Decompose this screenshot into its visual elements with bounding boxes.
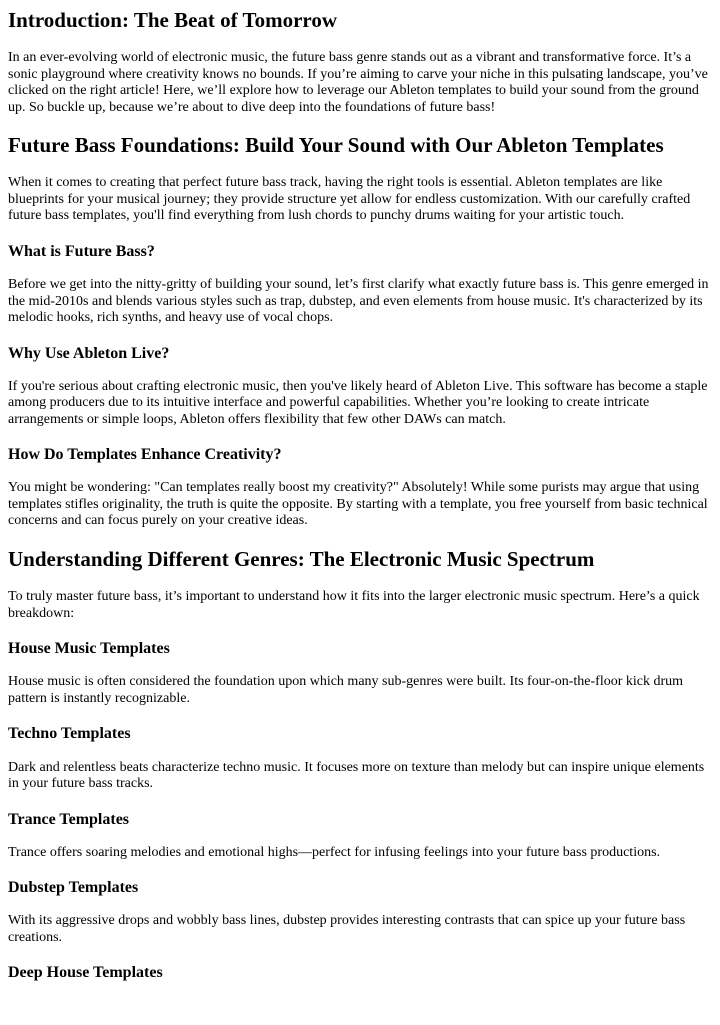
house-heading: House Music Templates xyxy=(8,640,170,658)
foundations-paragraph: When it comes to creating that perfect future bass track, having the right tools is essential. Ableton templates are like blueprints for your musical journey; they provide structure yet allow for endless customization. With our carefully crafted future bass templates, you'll find everything from lush chords to punchy drums waiting for your artistic touch. xyxy=(8,175,691,224)
techno-paragraph: Dark and relentless beats characterize techno music. It focuses more on texture than melody but can inspire unique elements in your future bass tracks. xyxy=(8,759,705,791)
deep-house-heading: Deep House Templates xyxy=(8,964,163,982)
why-ableton-heading: Why Use Ableton Live? xyxy=(8,344,170,362)
intro-heading: Introduction: The Beat of Tomorrow xyxy=(8,8,338,32)
trance-heading: Trance Templates xyxy=(8,810,130,828)
what-is-future-bass-paragraph: Before we get into the nitty-gritty of building your sound, let’s first clarify what exactly future bass is. This genre emerged in the mid-2010s and blends various styles such as trap, dubstep, and even elements from house music. It's characterized by its melodic hooks, rich synths, and heavy use of vocal chops. xyxy=(8,277,709,326)
dubstep-heading: Dubstep Templates xyxy=(8,879,139,897)
article xyxy=(0,8,720,983)
genres-heading: Understanding Different Genres: The Electronic Music Spectrum xyxy=(8,546,595,571)
templates-creativity-paragraph: You might be wondering: "Can templates really boost my creativity?" Absolutely! While some purists may argue that using templates stifles originality, the truth is quite the opposite. By starting with a template, you free yourself from basic technical concerns and can focus purely on your creative ideas. xyxy=(8,480,708,529)
trance-paragraph: Trance offers soaring melodies and emotional highs—perfect for infusing feelings into your future bass productions. xyxy=(8,844,661,860)
what-is-future-bass-heading: What is Future Bass? xyxy=(8,242,155,260)
intro-paragraph: In an ever-evolving world of electronic music, the future bass genre stands out as a vibrant and transformative force. It’s a sonic playground where creativity knows no bounds. If you’re aiming to carve your niche in this pulsating landscape, you’ve clicked on the right article! Here, we’ll explore how to leverage our Ableton templates to build your sound from the ground up. So buckle up, because we’re about to dive deep into the foundations of future bass! xyxy=(8,50,708,115)
foundations-heading: Future Bass Foundations: Build Your Sound with Our Ableton Templates xyxy=(8,133,664,158)
templates-creativity-heading: How Do Templates Enhance Creativity? xyxy=(8,446,282,464)
dubstep-paragraph: With its aggressive drops and wobbly bass lines, dubstep provides interesting contrasts that can spice up your future bass creations. xyxy=(8,913,686,945)
techno-heading: Techno Templates xyxy=(8,725,131,743)
house-paragraph: House music is often considered the foundation upon which many sub-genres were built. Its four-on-the-floor kick drum pattern is instantly recognizable. xyxy=(8,674,684,706)
genres-paragraph: To truly master future bass, it’s important to understand how it fits into the larger electronic music spectrum. Here’s a quick breakdown: xyxy=(8,589,700,621)
why-ableton-paragraph: If you're serious about crafting electronic music, then you've likely heard of Ableton Live. This software has become a staple among producers due to its intuitive interface and powerful capabilities. Whether you’re looking to create intricate arrangements or simple loops, Ableton offers flexibility that few other DAWs can match. xyxy=(8,378,708,427)
